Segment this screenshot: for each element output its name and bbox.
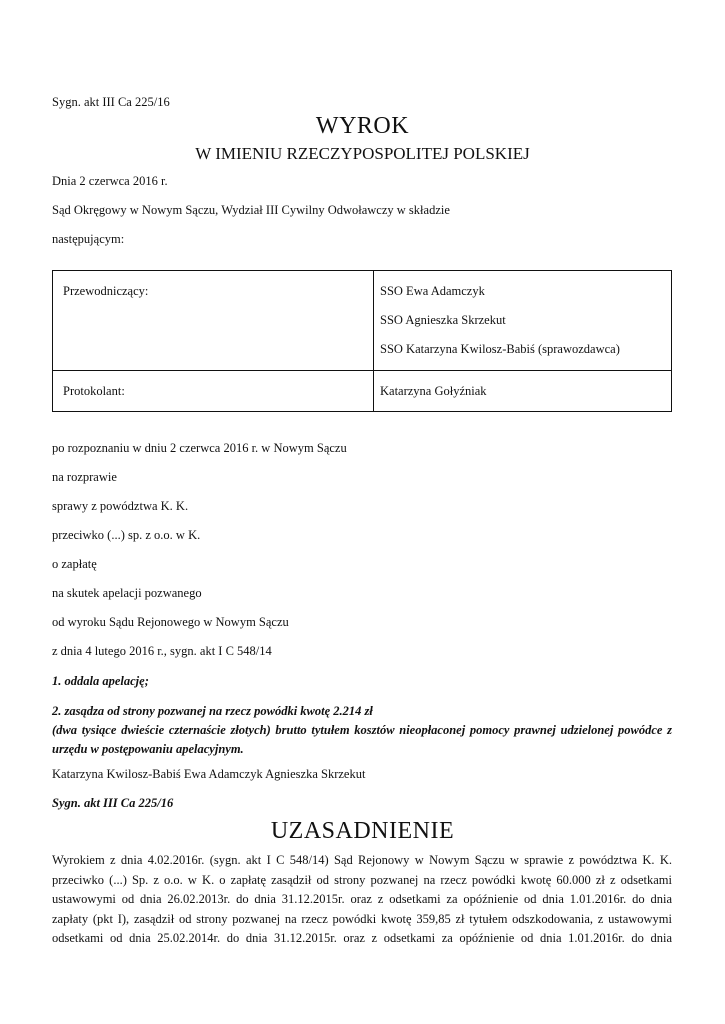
signatures: Katarzyna Kwilosz-Babiś Ewa Adamczyk Agnieszka Skrzekut (52, 767, 366, 781)
document-subtitle: W IMIENIU RZECZYPOSPOLITEJ POLSKIEJ (195, 144, 530, 163)
panel-table (52, 270, 672, 412)
panel-row-clerk (53, 371, 672, 412)
panel-member: SSO Agnieszka Skrzekut (380, 313, 506, 327)
proceeding-line: po rozpoznaniu w dniu 2 czerwca 2016 r. w Nowym Sączu (52, 441, 347, 455)
chair-label: Przewodniczący: (53, 271, 374, 371)
justification-line: ustawowymi od dnia 26.02.2013r. do dnia 31.12.2015r. oraz z odsetkami za opóźnienie od dnia 1.01.2016r. do dnia (52, 892, 672, 906)
judgment-date: Dnia 2 czerwca 2016 r. (52, 174, 168, 188)
panel-row-chair (53, 271, 672, 371)
justification-line: Wyrokiem z dnia 4.02.2016r. (sygn. akt I C 548/14) Sąd Rejonowy w Nowym Sączu w sprawie z powództwa K. K. (52, 853, 672, 867)
justification-text (52, 851, 672, 949)
panel-member: SSO Ewa Adamczyk (380, 284, 485, 298)
document-title: WYROK (315, 113, 410, 139)
justification-line: zapłaty (pkt I), zasądził od strony pozwanej na rzecz powódki kwotę 359,85 zł tytułem odszkodowania, z ustawowymi (52, 911, 672, 926)
justification-line: przeciwko (...) Sp. z o.o. w K. o zapłatę zasądził od strony pozwanej na rzecz powódki kwotę 60.000 zł z odsetkami (52, 872, 672, 887)
proceeding-line: o zapłatę (52, 557, 97, 571)
ruling-point-2-line2: (dwa tysiące dwieście czternaście złotych) brutto tytułem kosztów nieopłaconej pomocy prawnej udzielonej powódce z urzędu w postępowaniu apelacyjnym. (52, 723, 672, 756)
proceeding-line: sprawy z powództwa K. K. (52, 499, 189, 513)
clerk-name: Katarzyna Gołyźniak (374, 371, 672, 412)
proceeding-line: z dnia 4 lutego 2016 r., sygn. akt I C 548/14 (52, 644, 272, 658)
ruling-point-1: 1. oddala apelację; (52, 674, 149, 688)
panel-member: SSO Katarzyna Kwilosz-Babiś (sprawozdawca) (380, 342, 620, 356)
proceeding-line: przeciwko (...) sp. z o.o. w K. (52, 528, 201, 542)
ruling-point-2 (52, 702, 672, 759)
proceeding-line: na rozprawie (52, 470, 117, 484)
justification-line: odsetkami od dnia 25.02.2014r. do dnia 31.12.2015r. oraz z odsetkami za opóźnienie od dnia 1.01.2016r. do dnia (52, 931, 672, 945)
ruling-point-2-line1: 2. zasądza od strony pozwanej na rzecz powódki kwotę 2.214 zł (52, 704, 373, 718)
case-number: Sygn. akt III Ca 225/16 (52, 95, 170, 109)
justification-case-number: Sygn. akt III Ca 225/16 (52, 796, 174, 810)
court-composition-cont: następującym: (52, 232, 125, 246)
panel-members (374, 271, 672, 371)
proceeding-line: na skutek apelacji pozwanego (52, 586, 202, 600)
court-composition: Sąd Okręgowy w Nowym Sączu, Wydział III Cywilny Odwoławczy w składzie (52, 203, 450, 217)
clerk-label: Protokolant: (53, 371, 374, 412)
justification-title: UZASADNIENIE (270, 818, 455, 844)
proceeding-line: od wyroku Sądu Rejonowego w Nowym Sączu (52, 615, 289, 629)
